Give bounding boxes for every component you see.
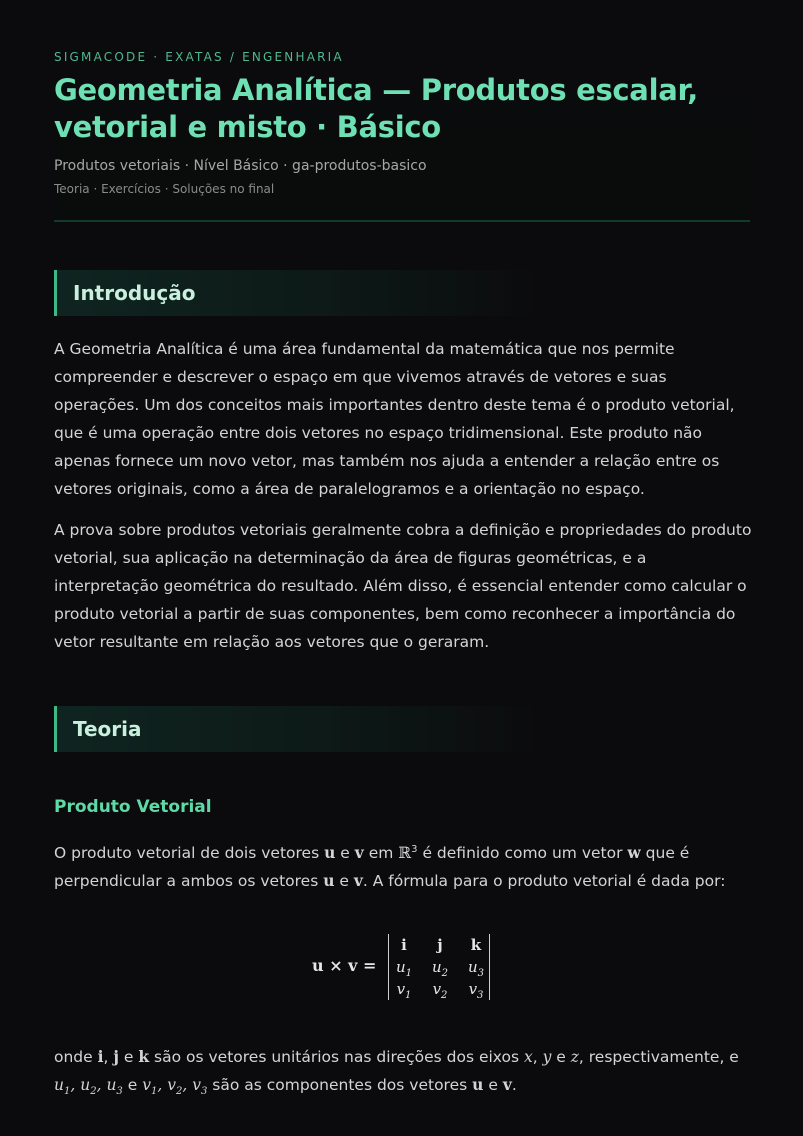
axis-x: x (523, 1048, 533, 1066)
component-base: u (106, 1076, 117, 1094)
matrix-cell-base: u (431, 958, 442, 976)
page-title: Geometria Analítica — Produtos escalar, vetorial e misto · Básico (54, 73, 698, 144)
component-list-u (54, 1076, 123, 1098)
axis-y: y (542, 1048, 552, 1066)
vector-w: w (627, 843, 641, 863)
component-index: 3 (116, 1086, 123, 1098)
text: , (70, 1076, 81, 1094)
text: , (157, 1076, 168, 1094)
component-base: v (142, 1076, 151, 1094)
matrix-cell-base: v (432, 980, 442, 998)
vector-v: v (354, 843, 364, 863)
text: onde (54, 1048, 98, 1066)
text: , (103, 1048, 114, 1066)
axis-z: z (570, 1048, 579, 1066)
page-sections-note: Teoria · Exercícios · Soluções no final (54, 182, 275, 196)
matrix-cell (461, 958, 491, 979)
text: , respectivamente, e (578, 1048, 739, 1066)
matrix-cell-base: u (467, 958, 478, 976)
text: e (118, 1048, 139, 1066)
text: e (122, 1076, 143, 1094)
text: . A fórmula para o produto vetorial é dada por: (362, 872, 726, 891)
text: e (483, 1076, 503, 1094)
matrix-cell (389, 980, 419, 1001)
text: , (96, 1076, 107, 1094)
vector-u: u (323, 871, 335, 891)
section-heading-theory (54, 706, 537, 752)
text: O produto vetorial de dois vetores (54, 844, 325, 863)
text: . (511, 1076, 517, 1094)
component-index: 2 (175, 1086, 183, 1098)
text: é definido como um vetor (417, 844, 628, 863)
matrix-cell (425, 980, 455, 1001)
text: são as componentes dos vetores (207, 1076, 473, 1094)
component-index: 1 (150, 1086, 158, 1098)
text: , (532, 1048, 543, 1066)
subsection-title: Produto Vetorial (54, 797, 212, 817)
document-header (54, 48, 750, 222)
vector-v: v (353, 871, 363, 891)
matrix-cell: j (437, 936, 443, 954)
text: em (363, 844, 399, 863)
section-heading-label: Teoria (73, 717, 142, 741)
component-base: v (192, 1076, 201, 1094)
unit-vector-k: k (138, 1047, 150, 1066)
matrix-cell-base: v (396, 980, 406, 998)
exponent: 3 (411, 844, 418, 855)
component-index: 2 (90, 1086, 97, 1098)
component-index: 3 (200, 1086, 208, 1098)
formula-lhs (312, 956, 376, 975)
matrix-cell-index: 2 (441, 990, 448, 1001)
text: são os vetores unitários nas direções dos eixos (149, 1048, 524, 1066)
matrix-cell (461, 980, 491, 1001)
real-space-symbol: ℝ (398, 844, 412, 863)
vector-v: v (502, 1075, 512, 1094)
matrix-cell (425, 958, 455, 979)
matrix-cell-index: 2 (441, 968, 449, 979)
matrix-cell: i (401, 936, 407, 954)
determinant-matrix (388, 934, 490, 1000)
matrix-cell-index: 1 (405, 990, 412, 1001)
formula-lhs-text: u × v = (312, 956, 377, 975)
where-paragraph (54, 1043, 754, 1106)
text: e (334, 872, 354, 891)
component-base: u (54, 1076, 64, 1094)
text: que é perpendicular a ambos os vetores (54, 844, 690, 891)
unit-vector-i: i (97, 1047, 104, 1066)
matrix-cell: k (470, 936, 482, 954)
vector-u: u (324, 843, 336, 863)
text: , (182, 1076, 193, 1094)
unit-vector-j: j (113, 1047, 119, 1066)
component-list-v (142, 1076, 208, 1098)
component-base: v (167, 1076, 176, 1094)
definition-paragraph (54, 836, 754, 895)
matrix-cell-index: 1 (405, 968, 413, 979)
matrix-cell-index: 3 (477, 968, 485, 979)
component-base: u (80, 1076, 91, 1094)
matrix-cell-index: 3 (477, 990, 484, 1001)
matrix-cell (389, 958, 419, 979)
section-heading-label: Introdução (73, 281, 196, 305)
page-subtitle: Produtos vetoriais · Nível Básico · ga-produtos-basico (54, 158, 427, 174)
vector-u: u (472, 1075, 484, 1094)
text: e (335, 844, 355, 863)
intro-paragraph-2: A prova sobre produtos vetoriais geralmente cobra a definição e propriedades do produto vetorial, sua aplicação na determinação da área de figuras geométricas, e a interpretação geométrica do resultado. Além disso, é essencial entender como calcular o produto vetorial a partir de suas componentes, bem como reconhecer a importância do vetor resultante em relação aos vetores que o geraram. (54, 521, 752, 651)
matrix-cell-base: v (468, 980, 478, 998)
intro-paragraph-1: A Geometria Analítica é uma área fundamental da matemática que nos permite compreender e descrever o espaço em que vivemos através de vetores e suas operações. Um dos conceitos mais importantes dentro deste tema é o produto vetorial, que é uma operação entre dois vetores no espaço tridimensional. Este produto não apenas fornece um novo vetor, mas também nos ajuda a entender a relação entre os vetores originais, como a área de paralelogramos e a orientação no espaço. (54, 340, 735, 498)
matrix-cell-base: u (395, 958, 406, 976)
text: e (551, 1048, 571, 1066)
section-heading-intro (54, 270, 537, 316)
component-index: 1 (63, 1086, 71, 1098)
breadcrumb: SIGMACODE · EXATAS / ENGENHARIA (54, 50, 344, 64)
